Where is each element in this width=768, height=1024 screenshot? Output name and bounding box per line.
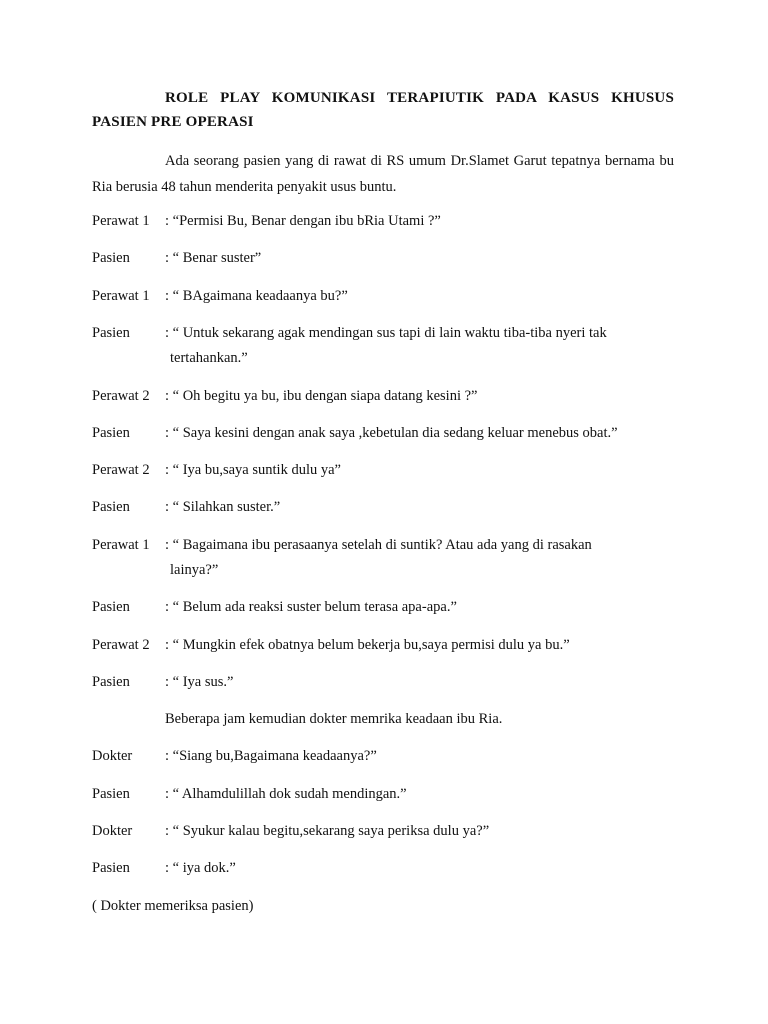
speaker-label: Pasien	[92, 325, 130, 341]
speaker-label: Dokter	[92, 748, 133, 764]
dialog-text: : “ Mungkin efek obatnya belum bekerja bu,saya permisi dulu ya bu.”	[165, 637, 570, 653]
dialog-text: : “ Iya bu,saya suntik dulu ya”	[165, 462, 341, 478]
speaker-label: Perawat 2	[92, 462, 150, 478]
dialog-text: : “ Untuk sekarang agak mendingan sus tapi di lain waktu tiba-tiba nyeri tak	[165, 325, 607, 341]
dialog-text: : “ Bagaimana ibu perasaanya setelah di suntik? Atau ada yang di rasakan	[165, 537, 592, 553]
speaker-label: Perawat 1	[92, 537, 150, 553]
speaker-label: Pasien	[92, 860, 130, 876]
speaker-label: Perawat 2	[92, 388, 150, 404]
speaker-label: Pasien	[92, 499, 130, 515]
dialog-text: : “ Belum ada reaksi suster belum terasa apa-apa.”	[165, 599, 457, 615]
speaker-label: Pasien	[92, 425, 130, 441]
dialog-text: : “ Alhamdulillah dok sudah mendingan.”	[165, 786, 407, 802]
dialog-text: : “ Syukur kalau begitu,sekarang saya periksa dulu ya?”	[165, 823, 490, 839]
speaker-label: Pasien	[92, 786, 130, 802]
speaker-label: Pasien	[92, 250, 130, 266]
dialog-text: : “ Oh begitu ya bu, ibu dengan siapa datang kesini ?”	[165, 388, 478, 404]
document-title: ROLE PLAY KOMUNIKASI TERAPIUTIK PADA KASUS KHUSUS PASIEN PRE OPERASI	[92, 90, 674, 130]
dialog-text: : “ Saya kesini dengan anak saya ,kebetulan dia sedang keluar menebus obat.”	[165, 425, 618, 441]
dialog-text: lainya?”	[170, 562, 219, 578]
dialog-text: : “ Silahkan suster.”	[165, 499, 281, 515]
dialog-text: : “ Benar suster”	[165, 250, 262, 266]
speaker-label: Pasien	[92, 674, 130, 690]
speaker-label: Dokter	[92, 823, 133, 839]
speaker-label: Perawat 2	[92, 637, 150, 653]
dialog-text: : “ BAgaimana keadaanya bu?”	[165, 288, 348, 304]
dialog-text: : “ Iya sus.”	[165, 674, 234, 690]
narration-paragraph: Beberapa jam kemudian dokter memrika keadaan ibu Ria.	[165, 711, 503, 727]
dialog-text: : “Siang bu,Bagaimana keadaanya?”	[165, 748, 377, 764]
dialog-text: : “Permisi Bu, Benar dengan ibu bRia Utami ?”	[165, 213, 441, 229]
speaker-label: Perawat 1	[92, 213, 150, 229]
dialog-text: : “ iya dok.”	[165, 860, 236, 876]
speaker-label: Pasien	[92, 599, 130, 615]
dialog-text: tertahankan.”	[170, 350, 248, 366]
intro-paragraph: Ada seorang pasien yang di rawat di RS umum Dr.Slamet Garut tepatnya bernama bu Ria berusia 48 tahun menderita penyakit usus buntu.	[92, 153, 674, 195]
speaker-label: Perawat 1	[92, 288, 150, 304]
stage-direction: ( Dokter memeriksa pasien)	[92, 898, 254, 914]
